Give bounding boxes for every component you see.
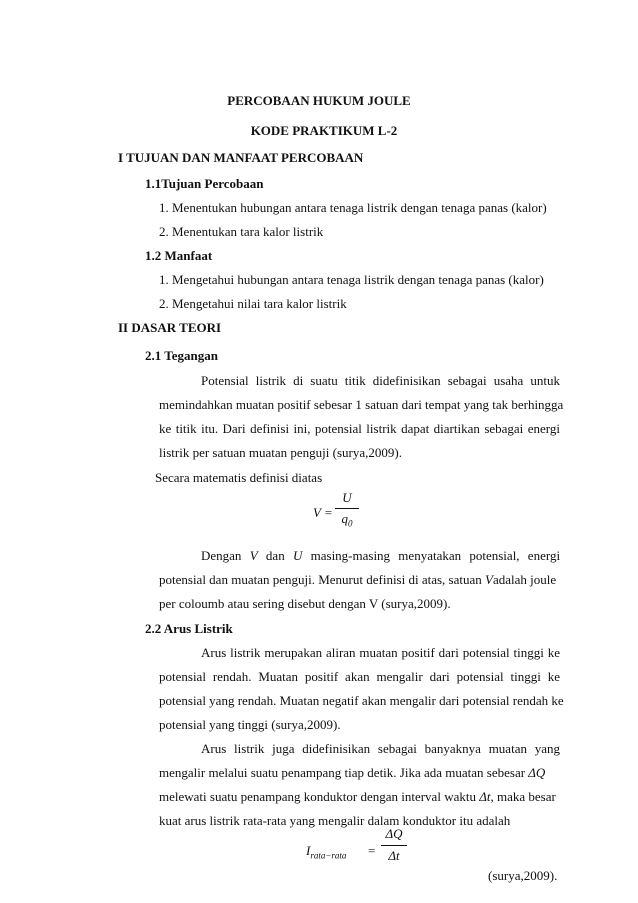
list-item: 2. Mengetahui nilai tara kalor listrik [159,296,347,311]
fraction-bar [381,845,407,846]
paragraph-line: potensial rendah. Muatan positif akan mengalir dari potensial tinggi ke [159,669,560,684]
section-heading-dasar-teori: II DASAR TEORI [118,320,222,335]
equation-lhs: $I_{rata-rata}$ [306,843,347,861]
paragraph-line: Potensial listrik di suatu titik didefinisikan sebagai usaha untuk [201,373,560,388]
equation-numerator: U [342,490,352,505]
paragraph-line: potensial yang tinggi (surya,2009). [159,717,341,732]
equation-denominator: $q_0$ [341,511,353,529]
paragraph-line: kuat arus listrik rata-rata yang mengalir dalam konduktor itu adalah [159,813,511,828]
subsection-heading-tujuan: 1.1Tujuan Percobaan [145,176,264,191]
citation: (surya,2009). [488,868,558,883]
paragraph-line: mengalir melalui suatu penampang tiap detik. Jika ada muatan sebesar ΔQ [159,765,546,780]
equation-numerator: ΔQ [385,826,403,841]
list-item: 1. Menentukan hubungan antara tenaga listrik dengan tenaga panas (kalor) [159,200,547,215]
paragraph-line: per coloumb atau sering disebut dengan V (surya,2009). [159,596,451,611]
section-heading-tujuan: I TUJUAN DAN MANFAAT PERCOBAAN [118,150,364,165]
list-item: 1. Mengetahui hubungan antara tenaga listrik dengan tenaga panas (kalor) [159,272,544,287]
subsection-heading-tegangan: 2.1 Tegangan [145,348,218,363]
paragraph-line: Dengan V dan U masing-masing menyatakan potensial, energi [201,548,561,563]
paragraph-line: potensial dan muatan penguji. Menurut definisi di atas, satuan Vadalah joule [159,572,557,587]
paragraph-line: memindahkan muatan positif sebesar 1 satuan dari tempat yang tak berhingga [159,397,564,412]
paragraph-line: ke titik itu. Dari definisi ini, potensial listrik dapat diartikan sebagai energi [159,421,560,436]
equation-lhs: V = [313,505,333,520]
fraction-bar [335,508,359,509]
math-intro: Secara matematis definisi diatas [155,470,323,485]
equation-equals: = [368,843,376,858]
practicum-code: KODE PRAKTIKUM L-2 [250,123,398,138]
paragraph-line: listrik per satuan muatan penguji (surya,2009). [159,445,402,460]
paragraph-line: Arus listrik juga didefinisikan sebagai banyaknya muatan yang [201,741,560,756]
page-title: PERCOBAAN HUKUM JOULE [227,93,411,108]
paragraph-line: potensial yang rendah. Muatan negatif akan mengalir dari potensial rendah ke [159,693,564,708]
list-item: 2. Menentukan tara kalor listrik [159,224,324,239]
subsection-heading-arus-listrik: 2.2 Arus Listrik [145,621,233,636]
paragraph-line: melewati suatu penampang konduktor dengan interval waktu Δt, maka besar [159,789,556,804]
subsection-heading-manfaat: 1.2 Manfaat [145,248,213,263]
equation-denominator: Δt [388,848,400,863]
paragraph-line: Arus listrik merupakan aliran muatan positif dari potensial tinggi ke [201,645,560,660]
